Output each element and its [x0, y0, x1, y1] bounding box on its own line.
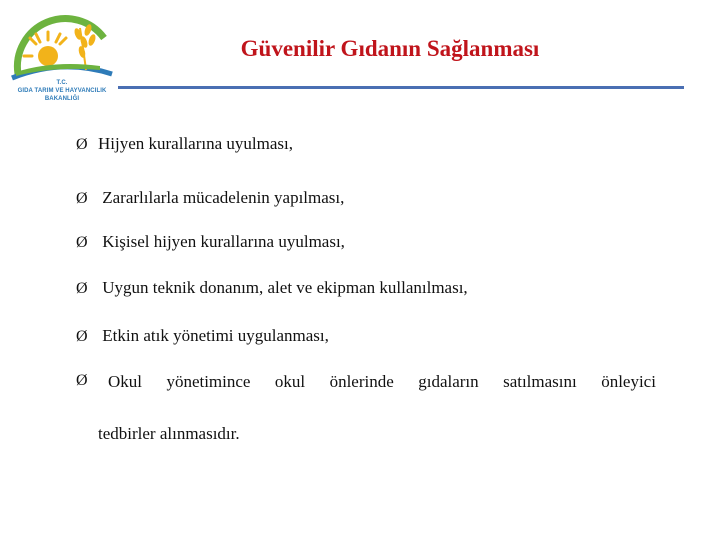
- title-divider: [118, 86, 684, 89]
- list-item: [76, 232, 656, 252]
- arrow-bullet-icon: Ø: [76, 328, 88, 345]
- list-item: [76, 278, 656, 298]
- arrow-bullet-icon: Ø: [76, 136, 88, 153]
- page-title: Güvenilir Gıdanın Sağlanması: [240, 36, 540, 61]
- list-item: [76, 326, 656, 346]
- logo-line-ministry: GIDA TARIM VE HAYVANCILIK: [17, 88, 107, 94]
- list-item-text: Uygun teknik donanım, alet ve ekipman kullanılması,: [102, 278, 468, 297]
- logo-emblem-icon: [4, 4, 120, 90]
- list-item-text: Hijyen kurallarına uyulması,: [98, 134, 293, 153]
- list-item-text: Etkin atık yönetimi uygulanması,: [102, 326, 329, 345]
- logo-line-bakanlik: BAKANLIĞI: [44, 96, 80, 102]
- list-item: [76, 372, 656, 392]
- arrow-bullet-icon: Ø: [76, 372, 88, 389]
- list-item: [76, 134, 656, 154]
- arrow-bullet-icon: Ø: [76, 190, 88, 207]
- arrow-bullet-icon: Ø: [76, 280, 88, 297]
- ministry-logo: [4, 4, 120, 114]
- list-item-text: Okul yönetimince okul önlerinde gıdaların satılmasını önleyici: [108, 372, 656, 391]
- logo-line-tc: T.C.: [56, 80, 68, 86]
- arrow-bullet-icon: Ø: [76, 234, 88, 251]
- list-item-text: Kişisel hijyen kurallarına uyulması,: [102, 232, 345, 251]
- list-item-continuation: tedbirler alınmasıdır.: [98, 424, 240, 443]
- list-item-text: Zararlılarla mücadelenin yapılması,: [102, 188, 345, 207]
- list-item: [76, 188, 656, 208]
